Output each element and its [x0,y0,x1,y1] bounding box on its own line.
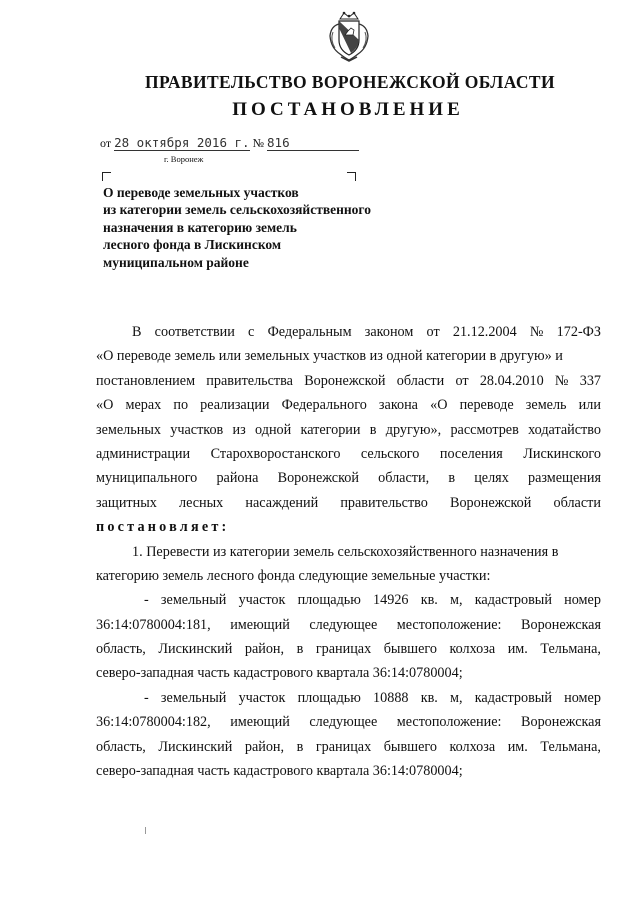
body-word: кв. [420,592,438,609]
body-word: 172-ФЗ [556,324,601,340]
body-word: переводе [459,397,514,414]
body-word: законом [364,324,414,340]
body-word: имеющий [230,616,290,633]
body-word: Федерального [281,397,367,414]
body-word: района [216,470,259,487]
body-line [96,344,601,368]
body-word: области, [378,470,430,487]
body-word: от [426,324,440,340]
body-word: рассмотрев [450,421,519,438]
body-word: район, [244,641,285,658]
body-word: правительство [340,494,428,511]
title-bracket-right [347,172,356,181]
body-word: из [232,421,246,438]
body-word: в [296,738,304,755]
body-word: правительства [206,372,293,389]
body-word: номер [564,592,601,609]
document-type: ПОСТАНОВЛЕНИЕ [232,99,464,120]
body-word: муниципального [96,470,198,487]
body-word: северо-западная часть кадастрового квартала 36:14:0780004; [96,665,463,682]
subject-line: лесного фонда в Лискинском [103,237,282,253]
body-line [96,564,601,588]
body-word: северо-западная часть кадастрового квартала 36:14:0780004; [96,763,463,780]
body-word: «О [96,397,114,414]
document-number: 816 [267,136,359,151]
body-word: Воронежской [304,372,386,389]
body-word: насаждений [245,494,319,511]
subject-line: О переводе земельных участков [103,185,299,200]
body-line [96,686,601,710]
body-word: земельный [160,592,227,609]
body-line [96,491,601,515]
body-word: в [448,470,456,487]
body-word: администрации [96,445,191,462]
body-word: местоположение: [396,714,502,731]
body-line [96,466,601,490]
body-word: границах [315,738,372,755]
body-word: участок [238,592,286,609]
body-word: мерах [125,397,162,414]
body-line [96,588,601,612]
body-word: кв. [420,689,438,706]
body-line [96,320,601,344]
body-word: постановляет: [96,519,230,536]
body-line [96,661,601,685]
document-body [96,320,601,783]
document-date: 28 октября 2016 г. [114,135,250,150]
body-word: 21.12.2004 [452,324,517,340]
body-word: границах [315,641,372,658]
body-line [96,759,601,783]
body-word: или [578,397,601,414]
body-word: в [369,421,377,438]
subject-line: назначения в категорию земель [103,219,297,235]
body-word: реализации [200,397,270,414]
body-word: бывшего [383,641,437,658]
subject-line: муниципальном районе [103,254,249,270]
body-word: область, [96,738,146,755]
body-word: земель [525,397,567,414]
document-subject [103,184,443,271]
document-city: г. Воронеж [164,154,204,164]
body-word: «О переводе земель или земельных участков из одной категории в другую» и [96,348,563,365]
subject-line: из категории земель сельскохозяйственного [103,202,371,218]
body-word: В [132,324,142,340]
body-word: области [396,372,445,389]
body-word: лесных [179,494,224,511]
body-word: колхоза [449,641,496,658]
body-word: категорию земель лесного фонда следующие земельные участки: [96,567,491,584]
body-word: кадастровый [474,592,552,609]
body-line [96,637,601,661]
body-line [96,515,601,539]
body-word: одной [255,421,292,438]
body-word: м, [450,689,463,706]
body-word: другую», [385,421,442,438]
body-word: Тельмана, [540,641,601,658]
body-word: Воронежская [521,616,601,633]
body-word: Тельмана, [540,738,601,755]
body-line [96,710,601,734]
body-word: Лискинский [158,641,233,658]
body-word: поселения [439,445,503,462]
body-word: имеющий [230,714,290,731]
body-word: земельный [160,689,227,706]
body-word: сельского [360,445,420,462]
body-word: участок [238,689,286,706]
body-word: Воронежская [521,714,601,731]
body-word: в [296,641,304,658]
body-word: № [529,324,544,340]
body-word: кадастровый [474,689,552,706]
body-line [96,613,601,637]
body-word: следующее [309,714,378,731]
date-prefix: от [100,136,112,150]
body-word: области [553,494,601,511]
body-word: с [248,324,255,340]
body-word: область, [96,641,146,658]
body-word: ходатайство [528,421,601,438]
body-word: постановлением [96,372,196,389]
body-word: следующее [309,616,378,633]
body-word: бывшего [383,738,437,755]
body-word: 337 [579,372,601,389]
body-word: «О [430,397,448,414]
body-word: Старохворостанского [210,445,341,462]
organization-title: ПРАВИТЕЛЬСТВО ВОРОНЕЖСКОЙ ОБЛАСТИ [144,72,556,92]
body-line [96,540,601,564]
body-word: колхоза [449,738,496,755]
body-line [96,442,601,466]
date-number-line [100,136,359,151]
body-line [96,418,601,442]
body-word: от [455,372,469,389]
body-line [96,369,601,393]
body-word: площадью [297,689,361,706]
body-word: Воронежской [277,470,359,487]
body-word: 14926 [373,592,409,609]
body-word: местоположение: [396,616,502,633]
title-bracket-left [102,172,111,181]
body-word: земельных [96,421,161,438]
coat-of-arms-icon [327,10,371,64]
body-word: им. [507,738,528,755]
body-word: Воронежской [450,494,532,511]
body-word: 10888 [373,689,409,706]
body-word: размещения [527,470,601,487]
body-word: - [144,689,149,706]
body-word: 1. Перевести из категории земель сельскохозяйственного назначения в [132,543,559,560]
body-word: целях [474,470,509,487]
body-word: 36:14:0780004:181, [96,616,211,633]
body-word: район, [244,738,285,755]
body-word: по [173,397,189,414]
body-word: категории [300,421,361,438]
number-sign: № [252,136,265,150]
body-line [96,735,601,759]
scan-mark [145,827,146,834]
body-word: м, [450,592,463,609]
body-word: Лискинского [523,445,601,462]
body-word: 36:14:0780004:182, [96,714,211,731]
body-word: Лискинский [158,738,233,755]
body-line [96,393,601,417]
body-word: № [554,372,569,389]
body-word: площадью [297,592,361,609]
body-word: Федеральным [267,324,352,340]
body-word: участков [170,421,224,438]
body-word: - [144,592,149,609]
body-word: 28.04.2010 [479,372,544,389]
body-word: им. [507,641,528,658]
body-word: номер [564,689,601,706]
body-word: защитных [96,494,157,511]
body-word: закона [378,397,418,414]
body-word: соответствии [154,324,235,340]
